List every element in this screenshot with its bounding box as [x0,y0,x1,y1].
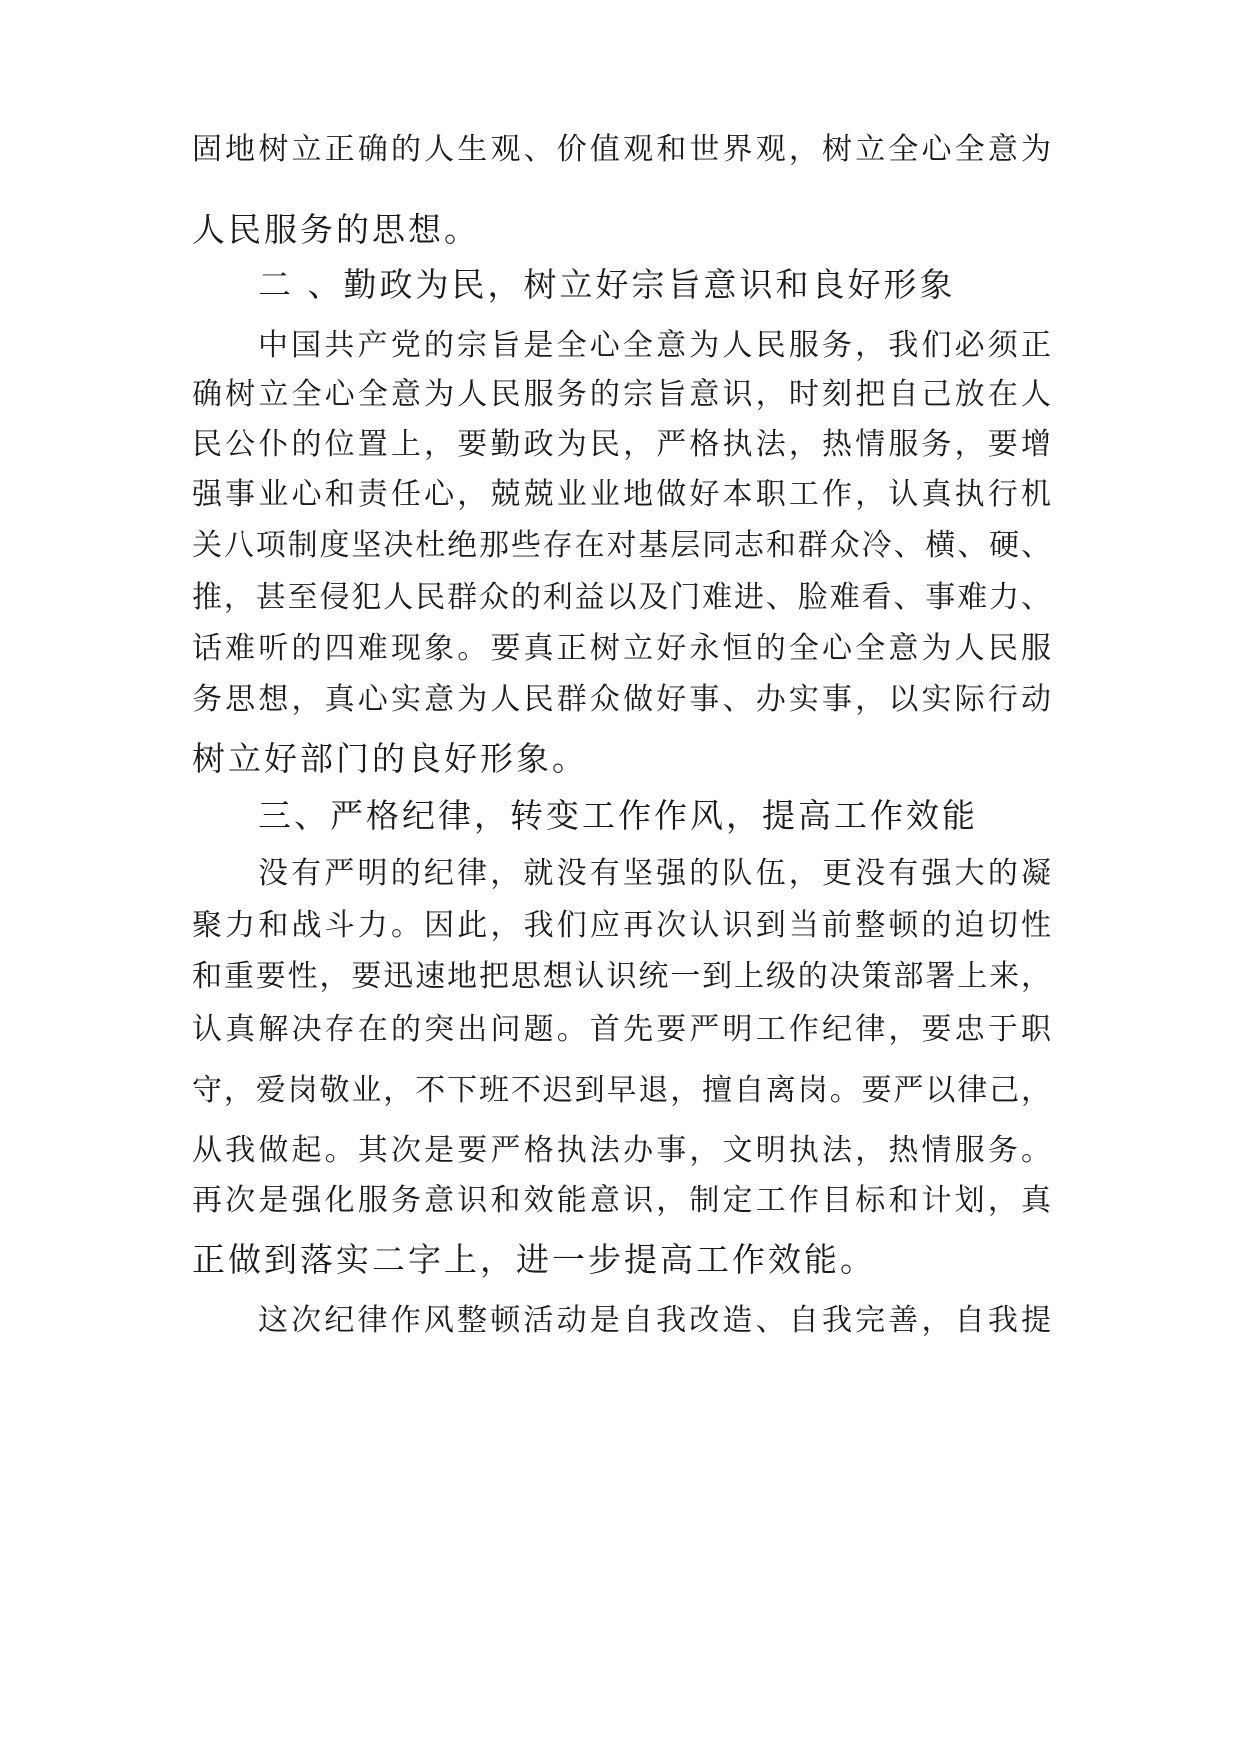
body-line: 确树立全心全意为人民服务的宗旨意识，时刻把自己放在人 [192,377,1052,412]
body-line: 中国共产党的宗旨是全心全意为人民服务，我们必须正 [258,328,1052,363]
body-line: 没有严明的纪律，就没有坚强的队伍，更没有强大的凝 [258,856,1052,891]
section-heading: 三、严格纪律，转变工作作风，提高工作效能 [258,796,978,835]
body-line: 民公仆的位置上，要勤政为民，严格执法，热情服务，要增 [192,427,1052,462]
body-line: 从我做起。其次是要严格执法办事，文明执法，热情服务。 [192,1133,1052,1168]
body-line: 人民服务的思想。 [192,210,480,249]
body-line: 固地树立正确的人生观、价值观和世界观，树立全心全意为 [192,132,1052,167]
section-heading: 二 、勤政为民，树立好宗旨意识和良好形象 [258,265,956,304]
body-line: 认真解决存在的突出问题。首先要严明工作纪律，要忠于职 [192,1012,1052,1047]
body-line: 关八项制度坚决杜绝那些存在对基层同志和群众冷、横、硬、 [192,528,1052,563]
body-line: 这次纪律作风整顿活动是自我改造、自我完善，自我提 [258,1303,1052,1338]
body-line: 话难听的四难现象。要真正树立好永恒的全心全意为人民服 [192,631,1052,666]
body-line: 守，爱岗敬业，不下班不迟到早退，擅自离岗。要严以律己， [192,1073,1052,1108]
body-line: 强事业心和责任心，兢兢业业地做好本职工作，认真执行机 [192,477,1052,512]
body-line: 再次是强化服务意识和效能意识，制定工作目标和计划，真 [192,1183,1052,1218]
body-line: 务思想，真心实意为人民群众做好事、办实事，以实际行动 [192,682,1052,717]
body-line: 推，甚至侵犯人民群众的利益以及门难进、脸难看、事难力、 [192,580,1052,615]
body-line: 聚力和战斗力。因此，我们应再次认识到当前整顿的迫切性 [192,908,1052,943]
body-line: 正做到落实二字上，进一步提高工作效能。 [192,1240,876,1279]
body-line: 和重要性，要迅速地把思想认识统一到上级的决策部署上来， [192,959,1052,994]
body-line: 树立好部门的良好形象。 [192,739,588,778]
